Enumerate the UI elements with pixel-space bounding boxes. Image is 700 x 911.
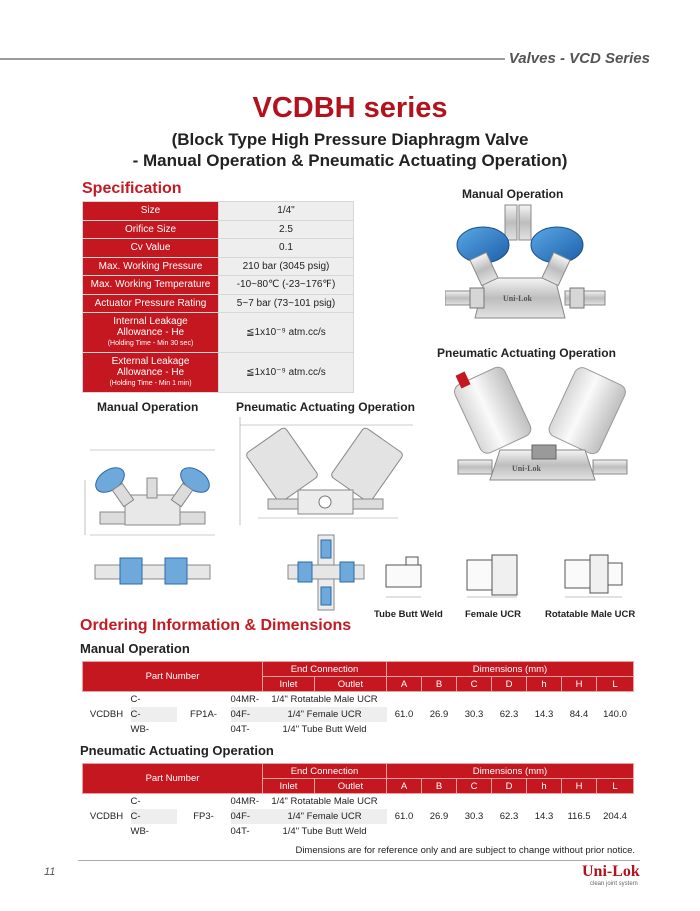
col-dimensions: Dimensions (mm) <box>387 764 634 779</box>
spec-label: Max. Working Temperature <box>83 276 219 295</box>
spec-row <box>83 257 354 276</box>
dim-cell: 116.5 <box>567 810 591 822</box>
spec-label: Max. Working Pressure <box>83 257 219 276</box>
col-dim: D <box>492 779 527 794</box>
spec-table <box>82 201 354 393</box>
dim-cell: 14.3 <box>534 810 554 822</box>
spec-value: 1/4" <box>219 202 354 221</box>
spec-value: 0.1 <box>219 239 354 258</box>
rotatable-male-ucr-drawing <box>560 545 630 605</box>
col-dim: h <box>527 677 562 692</box>
series-cell: VCDBH <box>89 810 124 822</box>
photo-brand-text: Uni-Lok <box>503 294 532 303</box>
photo-pneumatic-label: Pneumatic Actuating Operation <box>437 346 616 360</box>
col-dim: L <box>597 779 634 794</box>
col-dim: L <box>597 677 634 692</box>
spec-label: Size <box>83 202 219 221</box>
spec-value: 2.5 <box>219 220 354 239</box>
manual-table-heading: Manual Operation <box>80 641 190 656</box>
code-cell: 04F- <box>231 707 263 722</box>
dim-cell: 26.9 <box>429 708 449 720</box>
dim-cell: 62.3 <box>499 810 519 822</box>
col-outlet: Outlet <box>314 779 386 794</box>
photo-brand-text-2: Uni-Lok <box>512 464 541 473</box>
manual-ordering-table <box>82 661 634 737</box>
internal-leak-note: (Holding Time - Min 30 sec) <box>107 340 194 347</box>
brand-logo: Uni-Lok <box>582 863 640 880</box>
spec-row <box>83 220 354 239</box>
prefix-cell: WB- <box>130 723 149 735</box>
col-end-connection: End Connection <box>263 662 387 677</box>
spec-label: Orifice Size <box>83 220 219 239</box>
col-end-connection: End Connection <box>263 764 387 779</box>
spec-row <box>83 276 354 295</box>
spec-label <box>83 353 219 393</box>
external-leak-note: (Holding Time - Min 1 min) <box>109 380 192 387</box>
col-dim: B <box>422 779 457 794</box>
prefix-cell: WB- <box>130 825 149 837</box>
table-row <box>83 794 634 809</box>
spec-row <box>83 294 354 313</box>
subtitle-line-1: (Block Type High Pressure Diaphragm Valve <box>171 130 529 149</box>
spec-label <box>83 313 219 353</box>
col-dim: A <box>387 779 422 794</box>
footer-rule <box>78 860 640 861</box>
conn-cell: 1/4" Tube Butt Weld <box>282 723 367 735</box>
table-row <box>83 692 634 707</box>
conn-cell: 1/4" Female UCR <box>263 707 387 722</box>
end-type-label: Rotatable Male UCR <box>545 609 636 620</box>
col-outlet: Outlet <box>314 677 386 692</box>
drawing-pneumatic-label: Pneumatic Actuating Operation <box>236 400 415 414</box>
col-dim: A <box>387 677 422 692</box>
conn-cell: 1/4" Tube Butt Weld <box>282 825 367 837</box>
spec-row <box>83 313 354 353</box>
dim-cell: 30.3 <box>464 810 484 822</box>
col-dim: C <box>457 677 492 692</box>
dim-cell: 84.4 <box>569 708 589 720</box>
page-title: VCDBH series <box>252 92 448 124</box>
female-ucr-drawing <box>462 545 522 605</box>
code-cell: 04T- <box>230 825 250 837</box>
manual-valve-photo <box>445 203 635 338</box>
photo-manual-label: Manual Operation <box>462 187 564 201</box>
prefix-cell: C- <box>131 809 177 824</box>
dim-cell: 30.3 <box>464 708 484 720</box>
spec-row <box>83 202 354 221</box>
dim-cell: 26.9 <box>429 810 449 822</box>
end-type-label: Tube Butt Weld <box>374 609 443 620</box>
conn-cell: 1/4" Rotatable Male UCR <box>271 795 378 807</box>
col-dim: C <box>457 779 492 794</box>
conn-cell: 1/4" Rotatable Male UCR <box>271 693 378 705</box>
code-cell: 04MR- <box>230 795 260 807</box>
subtitle-line-2: - Manual Operation & Pneumatic Actuating Operation) <box>132 151 568 170</box>
col-part-number: Part Number <box>83 662 263 692</box>
external-leak-line1: External Leakage <box>111 356 190 367</box>
pneumatic-table-heading: Pneumatic Actuating Operation <box>80 743 274 758</box>
manual-dimension-drawing <box>80 440 225 590</box>
body-cell: FP1A- <box>190 708 217 720</box>
spec-row <box>83 353 354 393</box>
col-part-number: Part Number <box>83 764 263 794</box>
ordering-heading: Ordering Information & Dimensions <box>80 617 352 634</box>
dim-cell: 62.3 <box>499 708 519 720</box>
col-dim: H <box>562 779 597 794</box>
dim-cell: 61.0 <box>394 708 414 720</box>
code-cell: 04T- <box>230 723 250 735</box>
pneumatic-valve-photo <box>450 365 640 495</box>
spec-heading: Specification <box>82 180 182 197</box>
spec-value: -10~80℃ (-23~176℉) <box>219 276 354 295</box>
prefix-cell: C- <box>131 707 177 722</box>
brand-tagline: clean joint system <box>590 881 638 887</box>
internal-leak-line1: Internal Leakage <box>113 316 188 327</box>
spec-label: Actuator Pressure Rating <box>83 294 219 313</box>
spec-value: ≦1x10⁻⁹ atm.cc/s <box>219 353 354 393</box>
internal-leak-line2: Allowance - He <box>116 327 185 338</box>
drawing-manual-label: Manual Operation <box>97 400 199 414</box>
series-header: Valves - VCD Series <box>508 50 650 67</box>
code-cell: 04F- <box>231 809 263 824</box>
external-leak-line2: Allowance - He <box>116 367 185 378</box>
pneumatic-ordering-table <box>82 763 634 839</box>
spec-value: 5~7 bar (73~101 psig) <box>219 294 354 313</box>
col-dimensions: Dimensions (mm) <box>387 662 634 677</box>
spec-label: Cv Value <box>83 239 219 258</box>
spec-value: ≦1x10⁻⁹ atm.cc/s <box>219 313 354 353</box>
col-dim: B <box>422 677 457 692</box>
col-inlet: Inlet <box>263 779 315 794</box>
dim-cell: 204.4 <box>603 810 627 822</box>
dim-cell: 140.0 <box>603 708 627 720</box>
dim-cell: 61.0 <box>394 810 414 822</box>
col-inlet: Inlet <box>263 677 315 692</box>
dim-cell: 14.3 <box>534 708 554 720</box>
code-cell: 04MR- <box>230 693 260 705</box>
series-cell: VCDBH <box>89 708 124 720</box>
end-type-label: Female UCR <box>465 609 521 620</box>
page-number: 11 <box>44 866 56 878</box>
body-cell: FP3- <box>193 810 214 822</box>
col-dim: H <box>562 677 597 692</box>
col-dim: D <box>492 677 527 692</box>
conn-cell: 1/4" Female UCR <box>263 809 387 824</box>
header-rule <box>0 58 505 60</box>
col-dim: h <box>527 779 562 794</box>
spec-value: 210 bar (3045 psig) <box>219 257 354 276</box>
prefix-cell: C- <box>130 693 141 705</box>
disclaimer: Dimensions are for reference only and are subject to change without prior notice. <box>295 845 635 856</box>
prefix-cell: C- <box>130 795 141 807</box>
spec-row <box>83 239 354 258</box>
tube-butt-weld-drawing <box>378 545 438 605</box>
